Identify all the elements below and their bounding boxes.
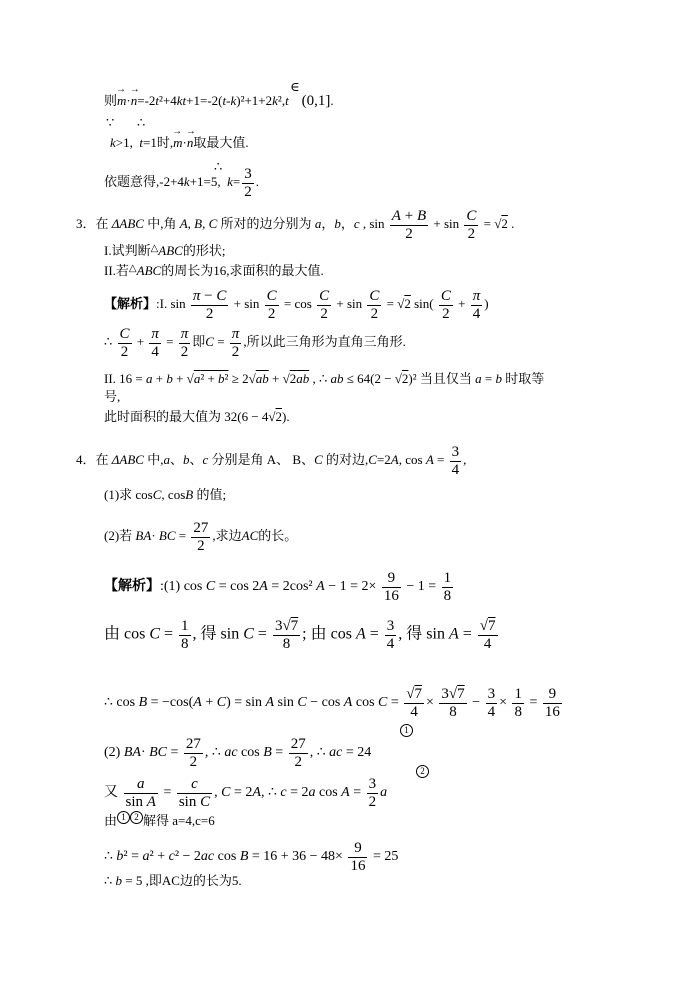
marker-1: 1 [400,722,413,738]
intro-therefore-1: ∵ ∴ [106,115,146,130]
intro-therefore-2: ∴ [214,159,223,174]
problem4-solution-3: ∴ cos B = −cos(A + C) = sin A sin C − cos A cos C = $\frac{√7}{4}$ × $\frac{3√7}{8}$ − $\frac{3}{4}$ × $\frac{1}{8}$ = $\frac{9}{16}$ [104,686,560,720]
intro-line3: 依题意得,-2+4k+1=5, k= $\frac{3}{2}$ . [104,166,259,200]
problem4-solution-8: ∴ b = 5 ,即AC边的长为5. [104,873,242,888]
problem4-statement: 4．在 ΔABC 中,a、b、c 分别是角 A、 B、C 的对边,C=2A, cos A = $\frac{3}{4}$ , [76,444,467,478]
problem4-solution-5: 又 $\frac{a}{\text{sin A}}$ = $\frac{c}{\text{sin C}}$ , C = 2A, ∴ c = 2a cos A = $\frac{3}{2}$ a [104,776,388,810]
problem4-part2: (2)若 BA· BC = $\frac{27}{2}$ ,求边AC的长。 [104,520,298,554]
problem3-part2: II.若△ABC的周长为16,求面积的最大值. [104,263,324,278]
problem3-statement: 3．在 ΔABC 中,角 A, B, C 所对的边分别为 a，b，c , sin $\frac{A + B}{2}$ + sin $\frac{C}{2}$ = √2 . [76,208,515,242]
problem4-solution-7: ∴ b² = a² + c² − 2ac cos B = 16 + 36 − 48× $\frac{9}{16}$ = 25 [104,840,399,874]
problem3-part1: I.试判断△ABC的形状; [104,243,226,258]
problem4-solution-1: 【解析】:(1) cos C = cos 2A = 2cos² A − 1 = 2× $\frac{9}{16}$ − 1 = $\frac{1}{8}$ [104,570,452,604]
intro-line1: 则→ m·→ n=-2t²+4kt+1=-2(t-k)²+1+2k²,t ∈(0,1]. [104,94,334,109]
problem3-solution-2: ∴ $\frac{C}{2}$ + $\frac{\pi}{4}$ = $\frac{\pi}{2}$ 即C = $\frac{\pi}{2}$ ,所以此三角形为直角三角形. [104,326,406,360]
problem4-part1: (1)求 cosC, cosB 的值; [104,487,227,502]
problem3-solution-1: 【解析】:I. sin $\frac{\pi - C}{2}$ + sin $\frac{C}{2}$ = cos $\frac{C}{2}$ + sin $\frac{C}{2}$ = √2 sin( $\frac{C}{2}$ + $\frac{\pi}{4}$ ) [104,288,489,322]
problem3-solution-4: 此时面积的最大值为 32(6 − 4√2). [104,409,290,424]
problem3-solution-3: II. 16 = a + b + √a² + b² ≥ 2√ab + √2ab , ∴ ab ≤ 64(2 − √2)² 当且仅当 a = b 时取等 [104,371,545,386]
problem3-solution-3b: 号, [104,389,121,404]
problem4-solution-4: (2) BA· BC = $\frac{27}{2}$ , ∴ ac cos B = $\frac{27}{2}$ , ∴ ac = 24 [104,736,372,770]
intro-line2: k>1, t=1时,→ m·→ n取最大值. [110,136,249,149]
marker-2: 2 [416,763,429,779]
problem4-solution-6: 由 1 2 解得 a=4,c=6 [104,811,215,828]
problem4-solution-2: 由 cos C = $\frac{1}{8}$ , 得 sin C = $\frac{3√7}{8}$ ; 由 cos A = $\frac{3}{4}$ , 得 sin A = $\frac{√7}{4}$ [104,618,496,652]
